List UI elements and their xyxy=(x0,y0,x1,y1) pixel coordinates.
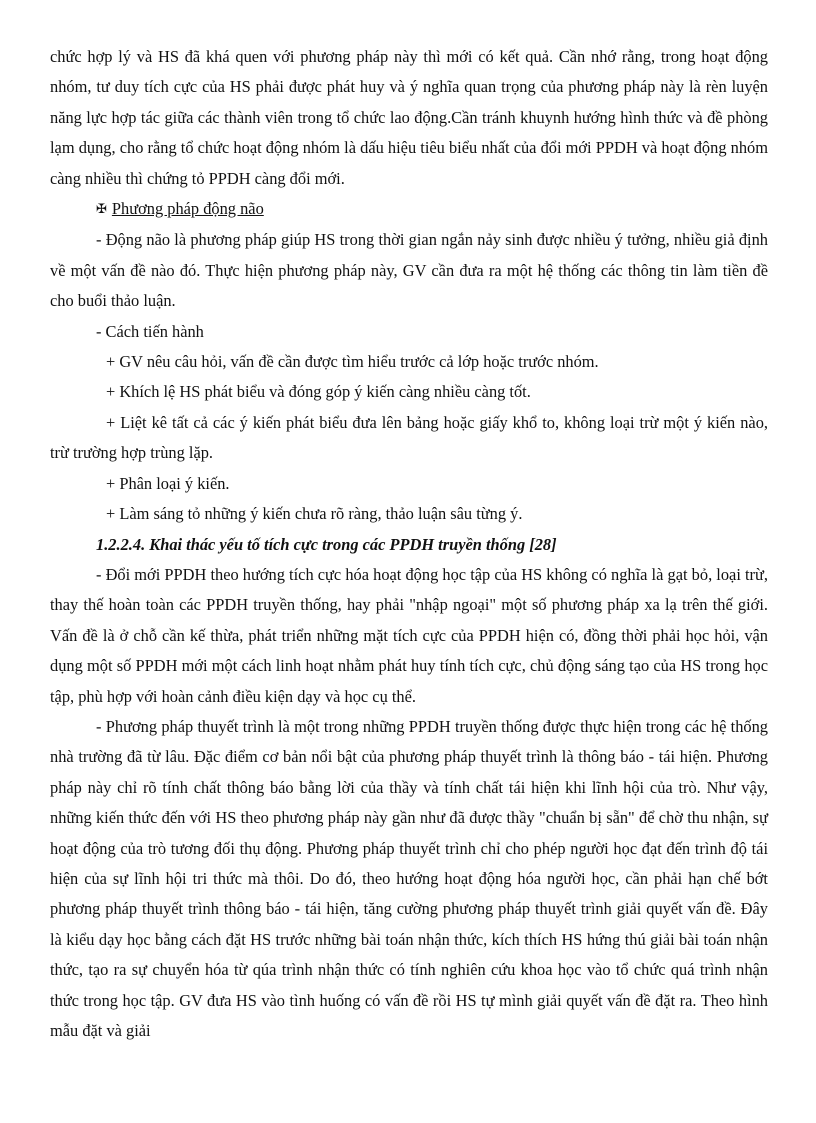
lecture-paragraph: - Phương pháp thuyết trình là một trong những PPDH truyền thống được thực hiện trong các hệ thống nhà trường đã từ lâu. Đặc điểm cơ bản nổi bật của phương pháp thuyết trình là thông báo - tái hiện. Phương pháp này chỉ rõ tính chất thông báo bằng lời của thầy và tính chất tái hiện khi lĩnh hội của trò. Như vậy, những kiến thức đến với HS theo phương pháp này gần như đã được thầy "chuẩn bị sẵn" để chờ thu nhận, sự hoạt động của trò tương đối thụ động. Phương pháp thuyết trình chỉ cho phép người học đạt đến trình độ tái hiện của sự lĩnh hội tri thức mà thôi. Do đó, theo hướng hoạt động hóa người học, cần phải hạn chế bớt phương pháp thuyết trình thông báo - tái hiện, tăng cường phương pháp thuyết trình giải quyết vấn đề. Đây là kiểu dạy học bằng cách đặt HS trước những bài toán nhận thức, kích thích HS hứng thú giải bài toán nhận thức, tạo ra sự chuyển hóa từ qúa trình nhận thức có tính nghiên cứu khoa học vào tổ chức quá trình nhận thức trong học tập. GV đưa HS vào tình huống có vấn đề rồi HS tự mình giải quyết vấn đề đặt ra. Theo hình mẫu đặt và giải xyxy=(50,716,768,1040)
maltese-cross-icon: ✠ xyxy=(96,201,107,217)
brainstorm-definition: - Động não là phương pháp giúp HS trong thời gian ngắn nảy sinh được nhiều ý tưởng, nhiều giả định về một vấn đề nào đó. Thực hiện phương pháp này, GV cần đưa ra một hệ thống các thông tin làm tiền đề cho buổi thảo luận. xyxy=(50,230,768,311)
innovation-paragraph: - Đổi mới PPDH theo hướng tích cực hóa hoạt động học tập của HS không có nghĩa là gạt bỏ, loại trừ, thay thế hoàn toàn các PPDH truyền thống, hay phải "nhập ngoại" một số phương pháp xa lạ trên thế giới. Vấn đề là ở chỗ cần kế thừa, phát triển những mặt tích cực của PPDH hiện có, đồng thời phải học hỏi, vận dụng một số PPDH mới một cách linh hoạt nhằm phát huy tính tích cực, chủ động sáng tạo của HS trong học tập, phù hợp với hoàn cảnh điều kiện dạy và học cụ thể. xyxy=(50,564,768,706)
section-title: 1.2.2.4. Khai thác yếu tố tích cực trong các PPDH truyền thống [28] xyxy=(96,534,557,554)
document-page xyxy=(50,42,768,1046)
procedure-step: + Làm sáng tỏ những ý kiến chưa rõ ràng, thảo luận sâu từng ý. xyxy=(106,504,523,524)
procedure-step: + GV nêu câu hỏi, vấn đề cần được tìm hiểu trước cả lớp hoặc trước nhóm. xyxy=(106,352,599,372)
method-heading-title: Phương pháp động não xyxy=(111,199,264,219)
procedure-step: + Liệt kê tất cả các ý kiến phát biểu đưa lên bảng hoặc giấy khổ to, không loại trừ một ý kiến nào, trừ trường hợp trùng lặp. xyxy=(50,412,768,463)
procedure-step: + Khích lệ HS phát biểu và đóng góp ý kiến càng nhiều càng tốt. xyxy=(106,382,531,402)
procedure-step: + Phân loại ý kiến. xyxy=(106,473,230,493)
intro-paragraph: chức hợp lý và HS đã khá quen với phương pháp này thì mới có kết quả. Cần nhớ rằng, trong hoạt động nhóm, tư duy tích cực của HS phải được phát huy và ý nghĩa quan trọng của phương pháp này là rèn luyện năng lực hợp tác giữa các thành viên trong tổ chức lao động.Cần tránh khuynh hướng hình thức và đề phòng lạm dụng, cho rằng tổ chức hoạt động nhóm là dấu hiệu tiêu biểu nhất của đổi mới PPDH và hoạt động nhóm càng nhiều thì chứng tỏ PPDH càng đổi mới. xyxy=(50,47,768,188)
method-heading xyxy=(50,194,768,225)
procedure-label: - Cách tiến hành xyxy=(96,321,204,341)
